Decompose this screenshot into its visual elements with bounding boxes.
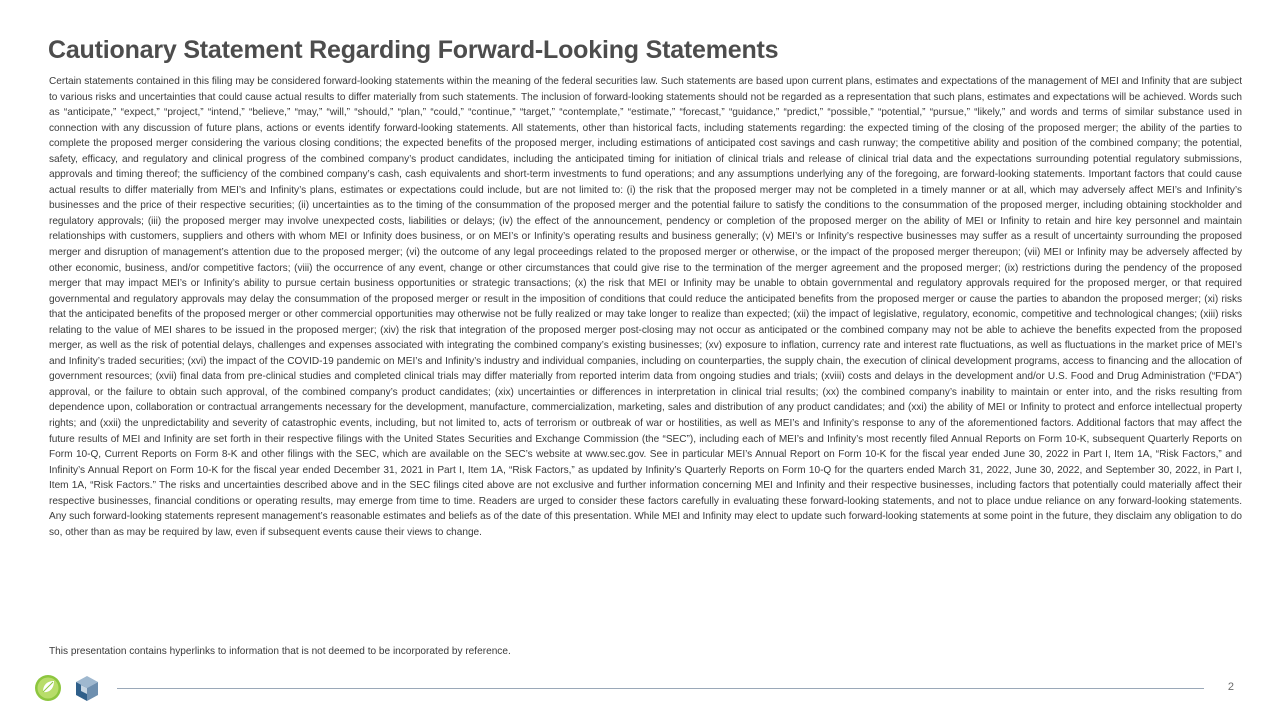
disclaimer-body: Certain statements contained in this filing may be considered forward-looking statements within the meaning of the federal securities law. Such statements are based upon current plans, estimates and expectations of the management of MEI and Infinity that are subject to various risks and uncertainties that could cause actual results to differ materially from such statements. The inclusion of forward-looking statements should not be regarded as a representation that such plans, estimates and expectations will be achieved. Words such as “anticipate,” “expect,” “project,” “intend,” “believe,” “may,” “will,” “should,” “plan,” “could,” “continue,” “target,” “contemplate,” “estimate,” “forecast,” “guidance,” “predict,” “possible,” “potential,” “pursue,” “likely,” and words and terms of similar substance used in connection with any discussion of future plans, actions or events identify forward-looking statements. All statements, other than historical facts, including statements regarding: the expected timing of the closing of the proposed merger; the ability of the parties to complete the proposed merger considering the various closing conditions; the expected benefits of the proposed merger, including estimations of anticipated cost savings and cash runway; the competitive ability and position of the combined company; the potential, safety, efficacy, and regulatory and clinical progress of the combined company’s product candidates, including the anticipated timing for initiation of clinical trials and release of clinical trial data and the expectations surrounding potential regulatory submissions, approvals and timing thereof; the sufficiency of the combined company’s cash, cash equivalents and short-term investments to fund operations; and any assumptions underlying any of the foregoing, are forward-looking statements. Important factors that could cause actual results to differ materially from MEI’s and Infinity’s plans, estimates or expectations could include, but are not limited to: (i) the risk that the proposed merger may not be completed in a timely manner or at all, which may adversely affect MEI’s and Infinity’s businesses and the price of their respective securities; (ii) uncertainties as to the timing of the consummation of the proposed merger and the potential failure to satisfy the conditions to the consummation of the proposed merger, including obtaining stockholder and regulatory approvals; (iii) the proposed merger may involve unexpected costs, liabilities or delays; (iv) the effect of the announcement, pendency or completion of the proposed merger on the ability of MEI or Infinity to retain and hire key personnel and maintain relationships with customers, suppliers and others with whom MEI or Infinity does business, or on MEI’s or Infinity’s operating results and business generally; (v) MEI’s or Infinity’s respective businesses may suffer as a result of uncertainty surrounding the proposed merger and disruption of management’s attention due to the proposed merger; (vi) the outcome of any legal proceedings related to the proposed merger or otherwise, or the impact of the proposed merger thereupon; (vii) MEI or Infinity may be adversely affected by other economic, business, and/or competitive factors; (viii) the occurrence of any event, change or other circumstances that could give rise to the termination of the merger agreement and the proposed merger; (ix) restrictions during the pendency of the proposed merger that may impact MEI’s or Infinity’s ability to pursue certain business opportunities or strategic transactions; (x) the risk that MEI or Infinity may be unable to obtain governmental and regulatory approvals required for the proposed merger, or that required governmental and regulatory approvals may delay the consummation of the proposed merger or result in the imposition of conditions that could reduce the anticipated benefits from the proposed merger or cause the parties to abandon the proposed merger; (xi) risks that the anticipated benefits of the proposed merger or other commercial opportunities may otherwise not be fully realized or may take longer to realize than expected; (xii) the impact of legislative, regulatory, economic, competitive and technological changes; (xiii) risks relating to the value of MEI shares to be issued in the proposed merger; (xiv) the risk that integration of the proposed merger post-closing may not occur as anticipated or the combined company may not be able to achieve the benefits expected from the proposed merger, as well as the risk of potential delays, challenges and expenses associated with integrating the combined company’s existing businesses; (xv) exposure to inflation, currency rate and interest rate fluctuations, as well as fluctuations in the market price of MEI’s and Infinity’s traded securities; (xvi) the impact of the COVID-19 pandemic on MEI’s and Infinity’s industry and individual companies, including on counterparties, the supply chain, the execution of clinical development programs, access to financing and the allocation of government resources; (xvii) final data from pre-clinical studies and completed clinical trials may differ materially from reported interim data from ongoing studies and trials; (xviii) costs and delays in the development and/or U.S. Food and Drug Administration (“FDA”) approval, or the failure to obtain such approval, of the combined company’s product candidates; (xix) uncertainties or differences in interpretation in clinical trial results; (xx) the combined company’s inability to maintain or enter into, and the risks resulting from dependence upon, collaboration or contractual arrangements necessary for the development, manufacture, commercialization, marketing, sales and distribution of any product candidates; and (xxi) the ability of MEI or Infinity to protect and enforce intellectual property rights; and (xxii) the unpredictability and severity of catastrophic events, including, but not limited to, acts of terrorism or outbreak of war or hostilities, as well as MEI’s and Infinity’s response to any of the aforementioned factors. Additional factors that may affect the future results of MEI and Infinity are set forth in their respective filings with the United States Securities and Exchange Commission (the “SEC”), including each of MEI’s and Infinity’s most recently filed Annual Reports on Form 10-K, subsequent Quarterly Reports on Form 10-Q, Current Reports on Form 8-K and other filings with the SEC, which are available on the SEC’s website at www.sec.gov. See in particular MEI’s Annual Report on Form 10-K for the fiscal year ended June 30, 2022 in Part I, Item 1A, “Risk Factors,” and Infinity’s Annual Report on Form 10-K for the fiscal year ended December 31, 2021 in Part I, Item 1A, “Risk Factors,” as updated by Infinity’s Quarterly Reports on Form 10-Q for the quarters ended March 31, 2022, June 30, 2022, and September 30, 2022, in Part I, Item 1A, “Risk Factors.” The risks and uncertainties described above and in the SEC filings cited above are not exclusive and further information concerning MEI and Infinity and their respective businesses, including factors that potentially could materially affect their respective businesses, financial conditions or operating results, may emerge from time to time. Readers are urged to consider these factors carefully in evaluating these forward-looking statements, and not to place undue reliance on any forward-looking statements. Any such forward-looking statements represent management’s reasonable estimates and beliefs as of the date of this presentation. While MEI and Infinity may elect to update such forward-looking statements at some point in the future, they disclaim any obligation to do so, other than as may be required by law, even if subsequent events cause their views to change.: [49, 76, 1242, 538]
footer-divider: [117, 688, 1204, 689]
infinity-logo-icon: [72, 674, 102, 704]
hyperlink-note: This presentation contains hyperlinks to information that is not deemed to be incorporated by reference.: [49, 646, 511, 657]
page-number: 2: [1227, 681, 1234, 693]
slide-title: Cautionary Statement Regarding Forward-Looking Statements: [48, 36, 779, 64]
mei-logo-icon: [34, 674, 62, 702]
